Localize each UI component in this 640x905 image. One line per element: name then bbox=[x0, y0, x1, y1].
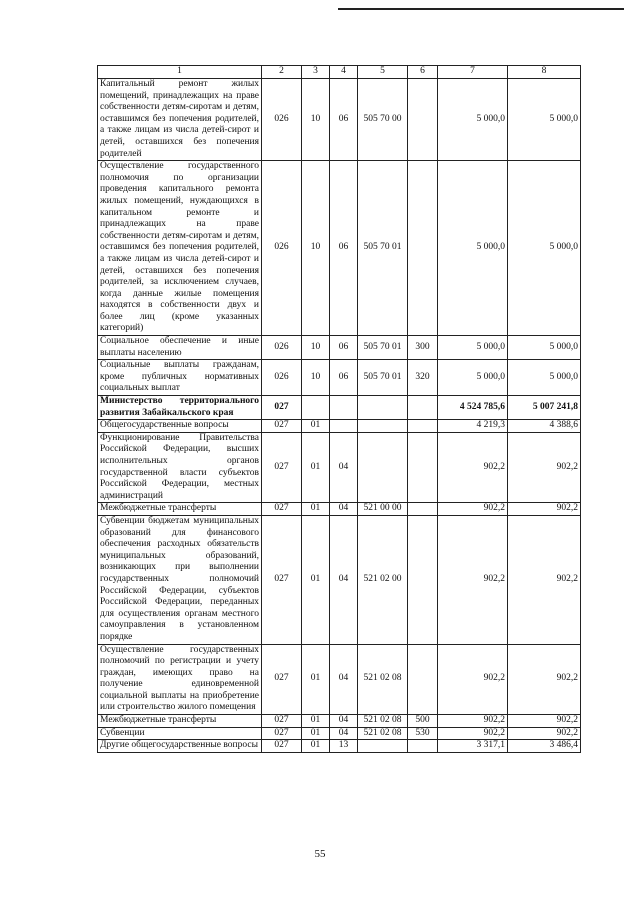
cell-amount-year1: 902,2 bbox=[438, 715, 508, 728]
table-row bbox=[98, 79, 581, 161]
cell-subsection: 04 bbox=[330, 503, 358, 516]
cell-subsection: 04 bbox=[330, 515, 358, 644]
cell-ministry-code: 027 bbox=[262, 420, 302, 433]
row-name: Субвенции bbox=[98, 727, 262, 740]
row-name: Социальное обеспечение и иные выплаты населению bbox=[98, 336, 262, 360]
cell-amount-year1: 902,2 bbox=[438, 644, 508, 715]
row-name: Функционирование Правительства Российской Федерации, высших исполнительных органов государственной власти субъектов Российской Федерации, местных администраций bbox=[98, 432, 262, 503]
cell-section: 01 bbox=[302, 715, 330, 728]
cell-amount-year1: 902,2 bbox=[438, 503, 508, 516]
cell-subsection: 06 bbox=[330, 79, 358, 161]
cell-section: 01 bbox=[302, 515, 330, 644]
cell-target-article: 521 02 00 bbox=[358, 515, 408, 644]
cell-target-article: 521 02 08 bbox=[358, 644, 408, 715]
cell-expense-type: 320 bbox=[408, 360, 438, 396]
cell-target-article: 521 02 08 bbox=[358, 727, 408, 740]
cell-section: 10 bbox=[302, 360, 330, 396]
cell-target-article: 505 70 01 bbox=[358, 161, 408, 336]
cell-section: 10 bbox=[302, 336, 330, 360]
cell-amount-year2: 5 000,0 bbox=[508, 360, 581, 396]
table-row bbox=[98, 727, 581, 740]
row-name: Социальные выплаты гражданам, кроме публичных нормативных социальных выплат bbox=[98, 360, 262, 396]
cell-expense-type: 500 bbox=[408, 715, 438, 728]
cell-section: 01 bbox=[302, 503, 330, 516]
table-row bbox=[98, 360, 581, 396]
row-name: Общегосударственные вопросы bbox=[98, 420, 262, 433]
cell-section: 01 bbox=[302, 727, 330, 740]
cell-amount-year1: 4 524 785,6 bbox=[438, 396, 508, 420]
row-name: Осуществление государственного полномочия по организации проведения капитального ремонта жилых помещений, нуждающихся в капитальном ремонте и принадлежащих на праве собственности детям-сиротам и детям, оставшимся без попечения родителей, а также лицам из числа детей-сирот и детей, оставшихся без попечения родителей, за исключением случаев, когда данные жилые помещения находятся в собственности двух и более лиц (кроме указанных категорий) bbox=[98, 161, 262, 336]
row-name: Министерство территориального развития Забайкальского края bbox=[98, 396, 262, 420]
cell-section: 10 bbox=[302, 79, 330, 161]
cell-amount-year1: 5 000,0 bbox=[438, 336, 508, 360]
top-rule bbox=[338, 8, 624, 10]
cell-ministry-code: 026 bbox=[262, 161, 302, 336]
cell-section: 01 bbox=[302, 432, 330, 503]
row-name: Межбюджетные трансферты bbox=[98, 715, 262, 728]
row-name: Осуществление государственных полномочий по регистрации и учету граждан, имеющих право на получение единовременной социальной выплаты на приобретение или строительство жилого помещения bbox=[98, 644, 262, 715]
cell-subsection: 06 bbox=[330, 360, 358, 396]
cell-amount-year2: 3 486,4 bbox=[508, 740, 581, 753]
header-col-3: 3 bbox=[302, 66, 330, 79]
cell-ministry-code: 026 bbox=[262, 336, 302, 360]
cell-target-article: 505 70 01 bbox=[358, 336, 408, 360]
header-col-8: 8 bbox=[508, 66, 581, 79]
table-row bbox=[98, 161, 581, 336]
cell-ministry-code: 027 bbox=[262, 503, 302, 516]
cell-amount-year2: 4 388,6 bbox=[508, 420, 581, 433]
header-col-6: 6 bbox=[408, 66, 438, 79]
cell-expense-type bbox=[408, 79, 438, 161]
row-name: Межбюджетные трансферты bbox=[98, 503, 262, 516]
table-row bbox=[98, 420, 581, 433]
cell-target-article: 521 00 00 bbox=[358, 503, 408, 516]
cell-ministry-code: 027 bbox=[262, 740, 302, 753]
cell-expense-type bbox=[408, 396, 438, 420]
page-number: 55 bbox=[314, 848, 326, 860]
table-row bbox=[98, 740, 581, 753]
budget-table bbox=[97, 65, 581, 753]
cell-amount-year1: 902,2 bbox=[438, 432, 508, 503]
cell-amount-year1: 902,2 bbox=[438, 515, 508, 644]
row-name: Субвенции бюджетам муниципальных образований для финансового обеспечения расходных обязательств муниципальных образований, возникающих при выполнении государственных полномочий Российской Федерации, субъектов Российской Федерации, переданных для осуществления органам местного самоуправления в установленном порядке bbox=[98, 515, 262, 644]
cell-section: 10 bbox=[302, 161, 330, 336]
cell-amount-year1: 5 000,0 bbox=[438, 360, 508, 396]
cell-subsection: 06 bbox=[330, 336, 358, 360]
cell-section bbox=[302, 396, 330, 420]
cell-expense-type bbox=[408, 432, 438, 503]
header-row bbox=[98, 66, 581, 79]
header-col-7: 7 bbox=[438, 66, 508, 79]
cell-subsection: 06 bbox=[330, 161, 358, 336]
cell-amount-year2: 5 000,0 bbox=[508, 161, 581, 336]
header-col-1: 1 bbox=[98, 66, 262, 79]
cell-ministry-code: 027 bbox=[262, 644, 302, 715]
cell-expense-type bbox=[408, 515, 438, 644]
cell-expense-type bbox=[408, 740, 438, 753]
cell-target-article bbox=[358, 432, 408, 503]
cell-ministry-code: 027 bbox=[262, 432, 302, 503]
cell-ministry-code: 026 bbox=[262, 79, 302, 161]
cell-ministry-code: 027 bbox=[262, 715, 302, 728]
cell-amount-year2: 902,2 bbox=[508, 515, 581, 644]
cell-amount-year2: 902,2 bbox=[508, 503, 581, 516]
cell-ministry-code: 027 bbox=[262, 515, 302, 644]
cell-subsection: 04 bbox=[330, 644, 358, 715]
cell-subsection: 04 bbox=[330, 727, 358, 740]
table-row bbox=[98, 715, 581, 728]
cell-amount-year1: 3 317,1 bbox=[438, 740, 508, 753]
cell-section: 01 bbox=[302, 740, 330, 753]
cell-target-article bbox=[358, 396, 408, 420]
cell-amount-year2: 902,2 bbox=[508, 715, 581, 728]
cell-subsection: 04 bbox=[330, 432, 358, 503]
table-row bbox=[98, 396, 581, 420]
cell-amount-year2: 902,2 bbox=[508, 432, 581, 503]
cell-amount-year2: 902,2 bbox=[508, 727, 581, 740]
cell-amount-year2: 5 000,0 bbox=[508, 79, 581, 161]
cell-amount-year1: 5 000,0 bbox=[438, 79, 508, 161]
table-row bbox=[98, 503, 581, 516]
cell-amount-year2: 5 000,0 bbox=[508, 336, 581, 360]
table-row bbox=[98, 644, 581, 715]
header-col-4: 4 bbox=[330, 66, 358, 79]
cell-amount-year2: 902,2 bbox=[508, 644, 581, 715]
cell-target-article bbox=[358, 740, 408, 753]
cell-expense-type bbox=[408, 644, 438, 715]
table-row bbox=[98, 432, 581, 503]
cell-section: 01 bbox=[302, 420, 330, 433]
table-row bbox=[98, 336, 581, 360]
cell-subsection bbox=[330, 420, 358, 433]
cell-expense-type: 530 bbox=[408, 727, 438, 740]
cell-target-article bbox=[358, 420, 408, 433]
cell-subsection: 04 bbox=[330, 715, 358, 728]
cell-expense-type: 300 bbox=[408, 336, 438, 360]
cell-target-article: 521 02 08 bbox=[358, 715, 408, 728]
row-name: Капитальный ремонт жилых помещений, принадлежащих на праве собственности детям-сиротам и детям, оставшимся без попечения родителей, а также лицам из числа детей-сирот и детей, оставшихся без попечения родителей bbox=[98, 79, 262, 161]
header-col-2: 2 bbox=[262, 66, 302, 79]
cell-amount-year1: 902,2 bbox=[438, 727, 508, 740]
cell-amount-year2: 5 007 241,8 bbox=[508, 396, 581, 420]
cell-target-article: 505 70 00 bbox=[358, 79, 408, 161]
table-row bbox=[98, 515, 581, 644]
cell-subsection: 13 bbox=[330, 740, 358, 753]
row-name: Другие общегосударственные вопросы bbox=[98, 740, 262, 753]
header-col-5: 5 bbox=[358, 66, 408, 79]
cell-ministry-code: 027 bbox=[262, 396, 302, 420]
cell-target-article: 505 70 01 bbox=[358, 360, 408, 396]
cell-expense-type bbox=[408, 503, 438, 516]
cell-subsection bbox=[330, 396, 358, 420]
cell-ministry-code: 027 bbox=[262, 727, 302, 740]
cell-amount-year1: 5 000,0 bbox=[438, 161, 508, 336]
cell-section: 01 bbox=[302, 644, 330, 715]
cell-expense-type bbox=[408, 161, 438, 336]
cell-amount-year1: 4 219,3 bbox=[438, 420, 508, 433]
cell-expense-type bbox=[408, 420, 438, 433]
cell-ministry-code: 026 bbox=[262, 360, 302, 396]
